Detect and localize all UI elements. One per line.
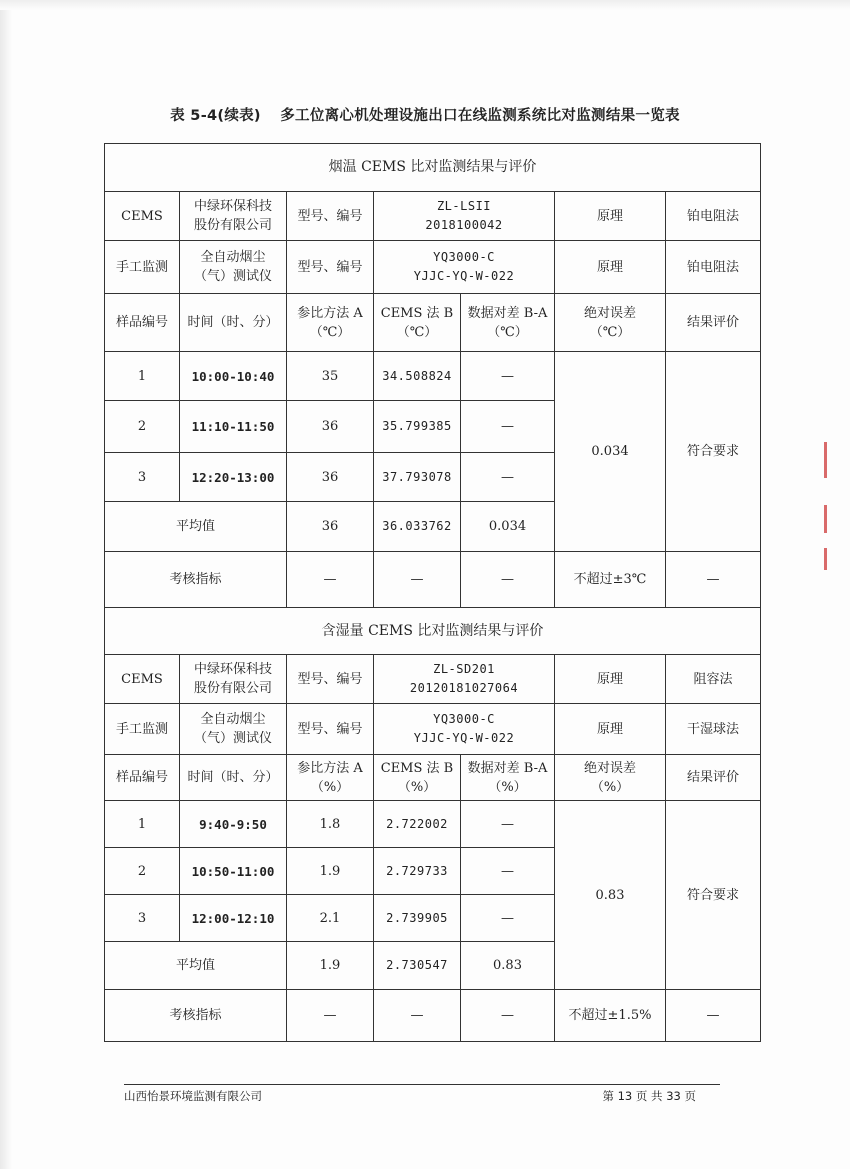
abs-error-value: 0.83 — [555, 801, 666, 990]
ref-value-a: 35 — [287, 352, 374, 401]
index-a: — — [287, 552, 374, 608]
result-evaluation: 符合要求 — [666, 352, 761, 552]
table-row — [105, 352, 761, 401]
ref-value-a: 36 — [287, 401, 374, 453]
header-result: 结果评价 — [666, 755, 761, 801]
index-diff: — — [461, 990, 555, 1042]
header-sample: 样品编号 — [105, 755, 180, 801]
index-diff: — — [461, 552, 555, 608]
header-abs-error: 绝对误差 （%） — [555, 755, 666, 801]
cems-info-row — [105, 655, 761, 704]
avg-diff: 0.83 — [461, 942, 555, 990]
ref-value-a: 1.8 — [287, 801, 374, 848]
cems-label: CEMS — [105, 655, 180, 704]
cems-model-number: ZL-SD201 20120181027064 — [374, 655, 555, 704]
cems-value-b: 2.722002 — [374, 801, 461, 848]
average-label: 平均值 — [105, 502, 287, 552]
model-label: 型号、编号 — [287, 655, 374, 704]
header-ref-a: 参比方法 A （%） — [287, 755, 374, 801]
cems-principle: 铂电阻法 — [666, 192, 761, 241]
sample-time: 10:50-11:00 — [180, 848, 287, 895]
manual-model-number: YQ3000-C YJJC-YQ-W-022 — [374, 241, 555, 294]
sample-no: 2 — [105, 401, 180, 453]
avg-diff: 0.034 — [461, 502, 555, 552]
cems-value-b: 2.729733 — [374, 848, 461, 895]
cems-principle: 阻容法 — [666, 655, 761, 704]
column-header-row — [105, 294, 761, 352]
comparison-table — [104, 143, 761, 1042]
footer-page-number: 第 13 页 共 33 页 — [602, 1089, 696, 1103]
index-abs-error: 不超过±1.5% — [555, 990, 666, 1042]
manual-label: 手工监测 — [105, 704, 180, 755]
header-cems-b: CEMS 法 B （%） — [374, 755, 461, 801]
cems-label: CEMS — [105, 192, 180, 241]
avg-cems-b: 36.033762 — [374, 502, 461, 552]
manual-principle: 铂电阻法 — [666, 241, 761, 294]
page-footer — [124, 1084, 720, 1103]
section-header-row — [105, 608, 761, 655]
temp-section-title: 烟温 CEMS 比对监测结果与评价 — [105, 144, 761, 192]
table-title — [0, 104, 850, 125]
cems-value-b: 34.508824 — [374, 352, 461, 401]
sample-no: 1 — [105, 801, 180, 848]
principle-label: 原理 — [555, 241, 666, 294]
ref-value-a: 1.9 — [287, 848, 374, 895]
column-header-row — [105, 755, 761, 801]
diff-value: — — [461, 401, 555, 453]
moist-section-title: 含湿量 CEMS 比对监测结果与评价 — [105, 608, 761, 655]
avg-ref-a: 1.9 — [287, 942, 374, 990]
diff-value: — — [461, 801, 555, 848]
header-cems-b: CEMS 法 B （℃） — [374, 294, 461, 352]
result-evaluation: 符合要求 — [666, 801, 761, 990]
manual-info-row — [105, 241, 761, 294]
header-diff: 数据对差 B-A （%） — [461, 755, 555, 801]
index-a: — — [287, 990, 374, 1042]
cems-value-b: 2.739905 — [374, 895, 461, 942]
model-label: 型号、编号 — [287, 192, 374, 241]
manual-instrument: 全自动烟尘 （气）测试仪 — [180, 241, 287, 294]
header-abs-error: 绝对误差 （℃） — [555, 294, 666, 352]
sample-no: 2 — [105, 848, 180, 895]
cems-value-b: 37.793078 — [374, 453, 461, 502]
sample-time: 10:00-10:40 — [180, 352, 287, 401]
avg-cems-b: 2.730547 — [374, 942, 461, 990]
section-header-row — [105, 144, 761, 192]
cems-manufacturer: 中绿环保科技 股份有限公司 — [180, 192, 287, 241]
manual-instrument: 全自动烟尘 （气）测试仪 — [180, 704, 287, 755]
average-label: 平均值 — [105, 942, 287, 990]
index-result: — — [666, 552, 761, 608]
index-row — [105, 990, 761, 1042]
header-time: 时间（时、分） — [180, 755, 287, 801]
header-time: 时间（时、分） — [180, 294, 287, 352]
scan-edge-left — [0, 0, 12, 1169]
manual-label: 手工监测 — [105, 241, 180, 294]
table-row — [105, 801, 761, 848]
manual-info-row — [105, 704, 761, 755]
manual-principle: 干湿球法 — [666, 704, 761, 755]
header-ref-a: 参比方法 A （℃） — [287, 294, 374, 352]
sample-time: 12:00-12:10 — [180, 895, 287, 942]
principle-label: 原理 — [555, 192, 666, 241]
diff-value: — — [461, 352, 555, 401]
sample-no: 3 — [105, 453, 180, 502]
cems-value-b: 35.799385 — [374, 401, 461, 453]
avg-ref-a: 36 — [287, 502, 374, 552]
diff-value: — — [461, 848, 555, 895]
header-diff: 数据对差 B-A （℃） — [461, 294, 555, 352]
table-number: 表 5-4(续表) — [170, 108, 261, 124]
sample-no: 1 — [105, 352, 180, 401]
sample-time: 9:40-9:50 — [180, 801, 287, 848]
index-b: — — [374, 990, 461, 1042]
footer-company: 山西怡景环境监测有限公司 — [124, 1089, 262, 1103]
index-row — [105, 552, 761, 608]
diff-value: — — [461, 453, 555, 502]
index-label: 考核指标 — [105, 552, 287, 608]
ref-value-a: 2.1 — [287, 895, 374, 942]
index-abs-error: 不超过±3℃ — [555, 552, 666, 608]
red-margin-mark — [824, 548, 827, 570]
index-result: — — [666, 990, 761, 1042]
cems-info-row — [105, 192, 761, 241]
header-result: 结果评价 — [666, 294, 761, 352]
manual-model-number: YQ3000-C YJJC-YQ-W-022 — [374, 704, 555, 755]
red-margin-mark — [824, 442, 827, 478]
sample-time: 12:20-13:00 — [180, 453, 287, 502]
diff-value: — — [461, 895, 555, 942]
table-caption: 多工位离心机处理设施出口在线监测系统比对监测结果一览表 — [280, 108, 680, 124]
index-b: — — [374, 552, 461, 608]
scan-edge-top — [0, 0, 850, 10]
cems-model-number: ZL-LSII 2018100042 — [374, 192, 555, 241]
principle-label: 原理 — [555, 704, 666, 755]
sample-time: 11:10-11:50 — [180, 401, 287, 453]
model-label: 型号、编号 — [287, 241, 374, 294]
sample-no: 3 — [105, 895, 180, 942]
red-margin-mark — [824, 505, 827, 533]
cems-manufacturer: 中绿环保科技 股份有限公司 — [180, 655, 287, 704]
header-sample: 样品编号 — [105, 294, 180, 352]
abs-error-value: 0.034 — [555, 352, 666, 552]
principle-label: 原理 — [555, 655, 666, 704]
model-label: 型号、编号 — [287, 704, 374, 755]
ref-value-a: 36 — [287, 453, 374, 502]
index-label: 考核指标 — [105, 990, 287, 1042]
